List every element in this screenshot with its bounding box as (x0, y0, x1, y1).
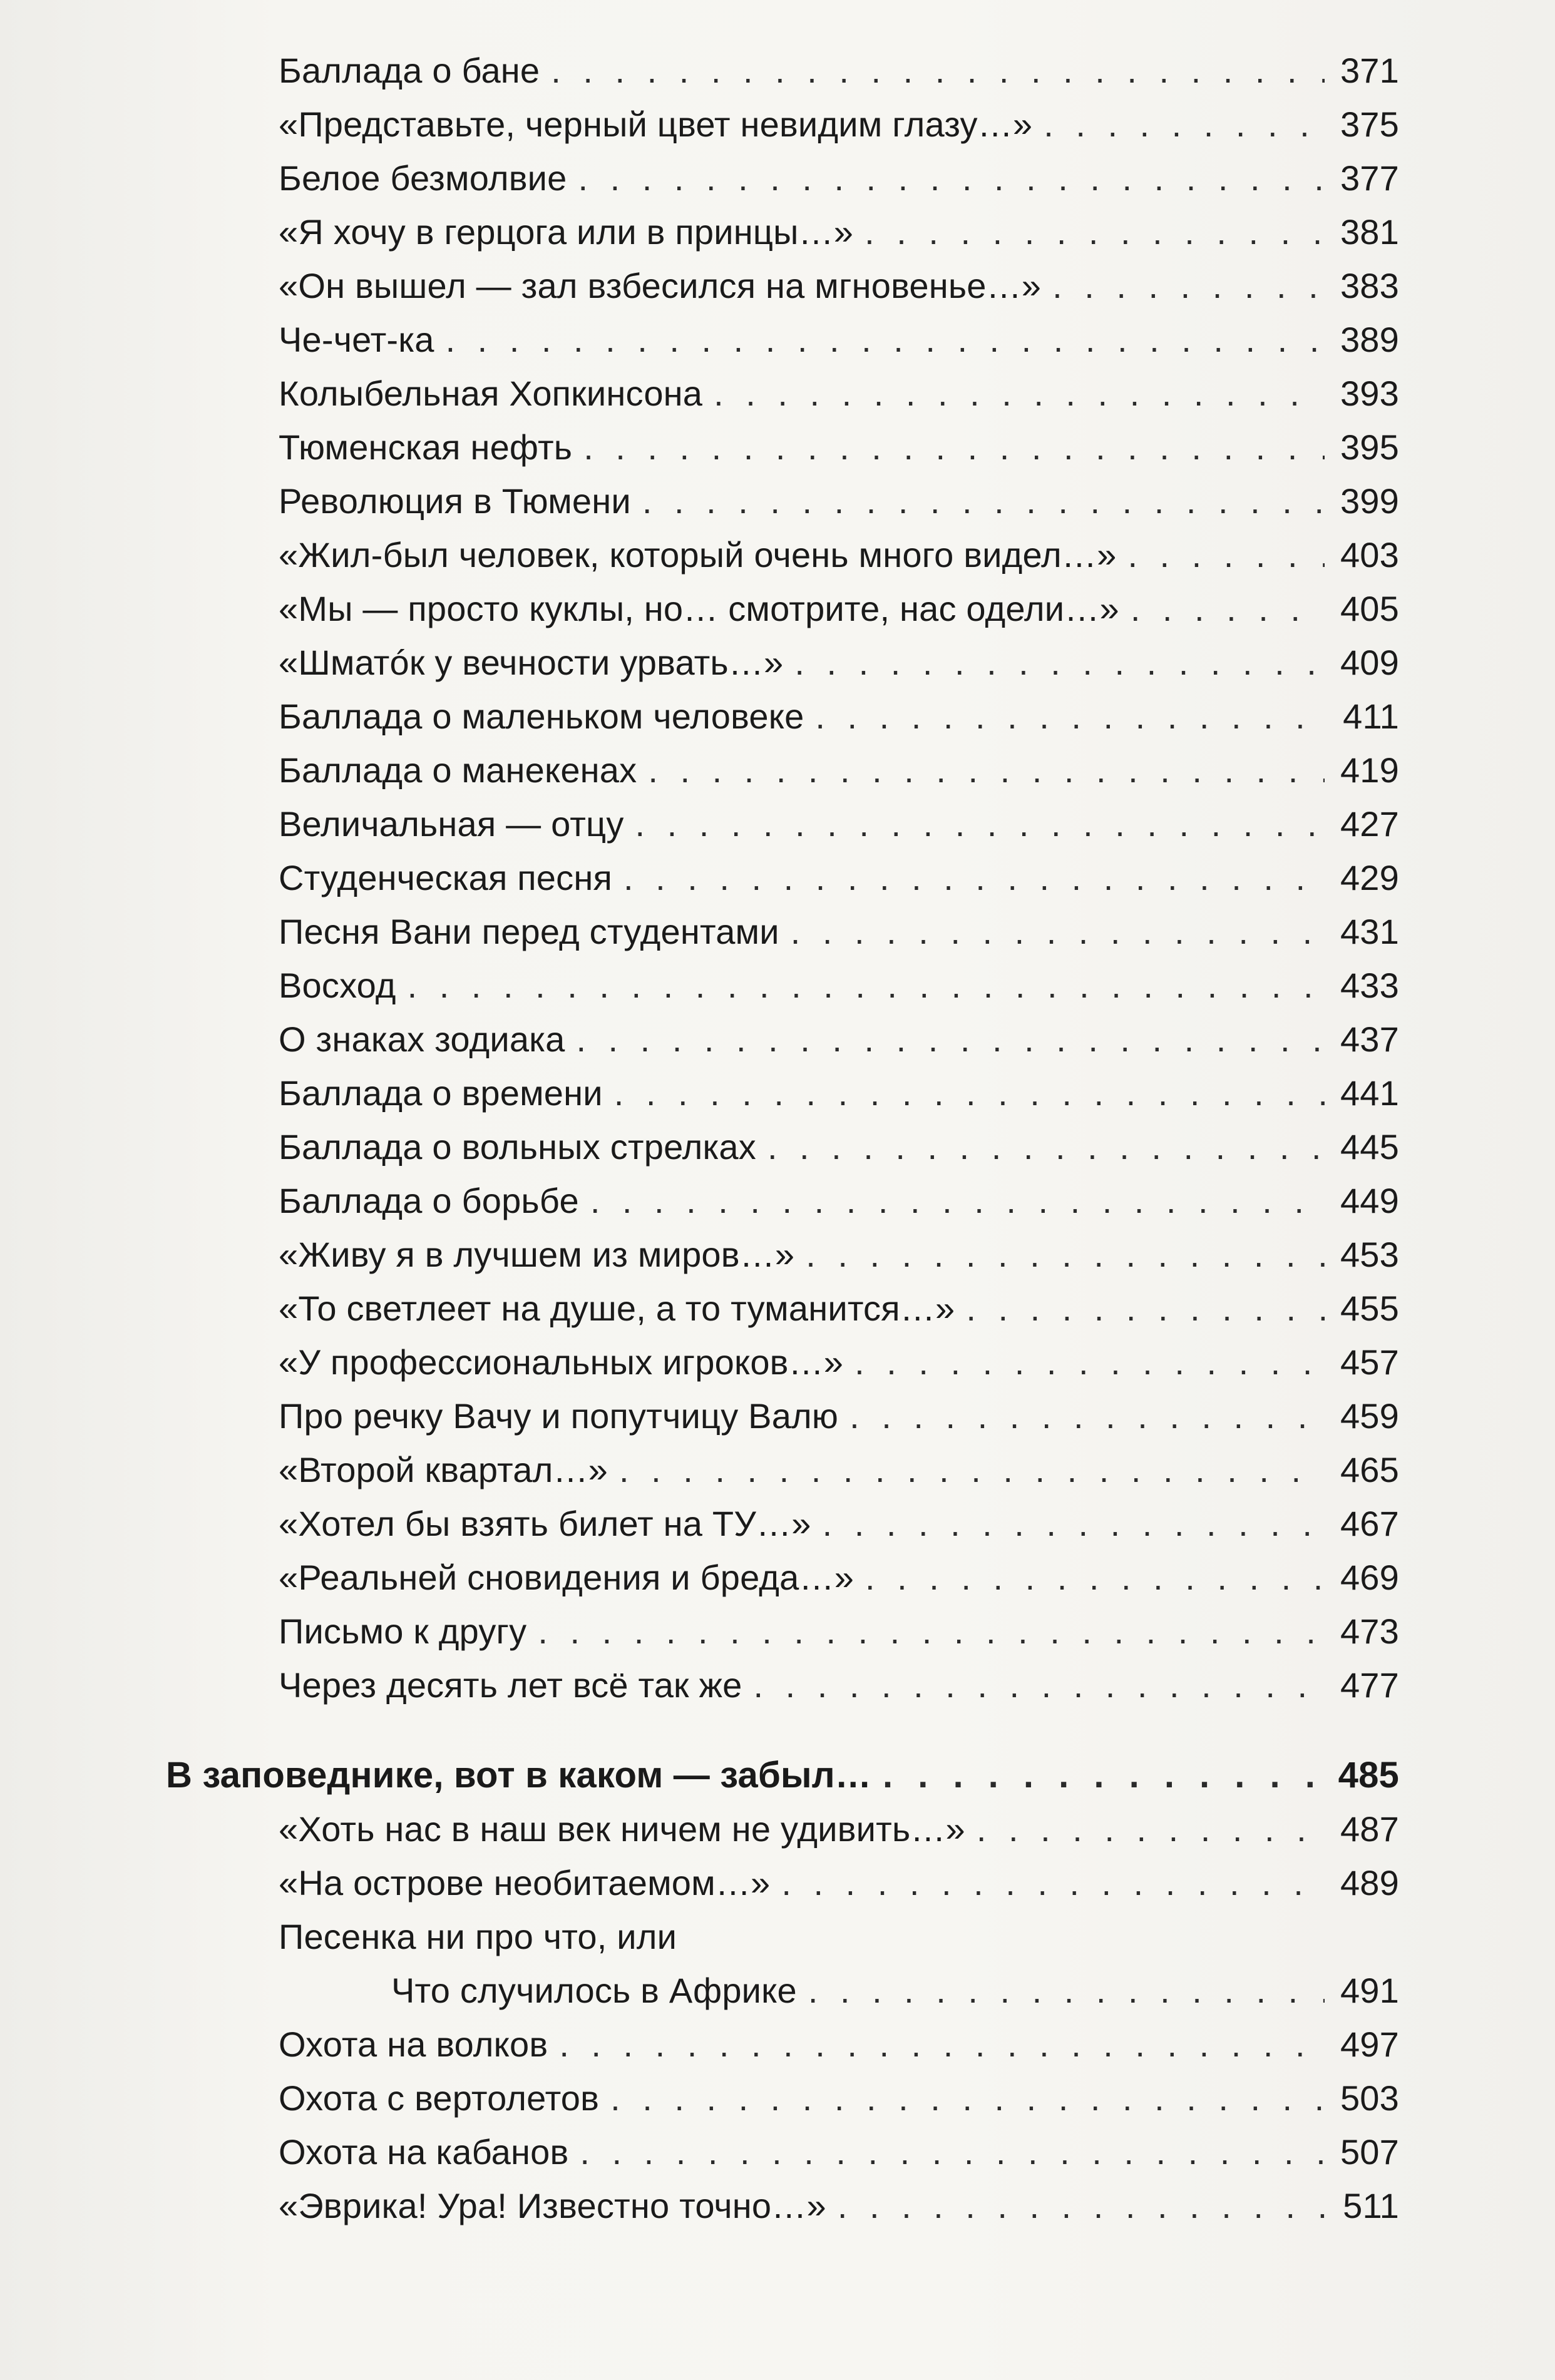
dot-leader (624, 851, 1325, 905)
toc-entry (279, 1443, 1399, 1497)
dot-leader (1052, 259, 1325, 313)
toc-entry (279, 1174, 1399, 1228)
entry-page: 395 (1340, 427, 1399, 467)
entry-page: 511 (1343, 2186, 1399, 2225)
toc-entry (279, 743, 1399, 797)
dot-leader (883, 1749, 1325, 1802)
toc-entry (279, 2125, 1399, 2179)
entry-title: Баллада о борьбе (279, 1181, 579, 1220)
dot-leader (865, 1551, 1325, 1605)
entry-page: 467 (1340, 1504, 1399, 1543)
toc-entry (279, 313, 1399, 367)
entry-page: 371 (1340, 51, 1399, 90)
entry-title: «У профессиональных игроков…» (279, 1342, 844, 1382)
dot-leader (781, 1856, 1325, 1910)
entry-title: Баллада о вольных стрелках (279, 1127, 756, 1167)
entry-title-line2: Что случилось в Африке (391, 1971, 797, 2010)
entry-title: Баллада о бане (279, 51, 540, 90)
entry-page: 503 (1340, 2078, 1399, 2118)
toc-entry (279, 2179, 1399, 2233)
entry-title: «Я хочу в герцога или в принцы…» (279, 212, 854, 252)
toc-entry (279, 1282, 1399, 1336)
entry-title: Охота на кабанов (279, 2132, 569, 2172)
dot-leader (966, 1282, 1325, 1336)
toc-entry (279, 474, 1399, 528)
entry-title: «На острове необитаемом…» (279, 1863, 771, 1902)
dot-leader (1131, 582, 1325, 636)
toc-entry (279, 367, 1399, 421)
dot-leader (823, 1497, 1325, 1551)
toc-entry (279, 1605, 1399, 1658)
dot-leader (408, 959, 1325, 1013)
toc-entry (279, 2071, 1399, 2125)
dot-leader (576, 1013, 1325, 1066)
dot-leader (791, 905, 1325, 959)
dot-leader (551, 44, 1325, 98)
entry-page: 457 (1340, 1342, 1399, 1382)
entry-page: 497 (1340, 2025, 1399, 2064)
toc-entry (279, 2018, 1399, 2071)
entry-page: 489 (1340, 1863, 1399, 1902)
entry-title: О знаках зодиака (279, 1019, 565, 1059)
entry-title: Баллада о манекенах (279, 750, 637, 790)
dot-leader (754, 1658, 1325, 1712)
dot-leader (614, 1066, 1325, 1120)
toc-entry (279, 690, 1399, 743)
entry-page: 473 (1340, 1611, 1399, 1651)
toc-entry (279, 797, 1399, 851)
entry-page: 465 (1340, 1450, 1399, 1489)
entry-title: Песня Вани перед студентами (279, 912, 779, 951)
entry-title: «Жил-был человек, который очень много видел…» (279, 535, 1117, 575)
entry-page: 409 (1340, 643, 1399, 682)
toc-entry-line (279, 1910, 1399, 1964)
entry-title: «Он вышел — зал взбесился на мгновенье…» (279, 266, 1042, 305)
entry-title: Студенческая песня (279, 858, 613, 897)
entry-title: Баллада о маленьком человеке (279, 697, 804, 736)
toc-entry (279, 1228, 1399, 1282)
toc-entry (279, 98, 1399, 151)
entry-title: Белое безмолвие (279, 158, 567, 198)
entry-title: «Второй квартал…» (279, 1450, 608, 1489)
entry-page: 377 (1340, 158, 1399, 198)
toc-entry (279, 905, 1399, 959)
entry-title: «Живу я в лучшем из миров…» (279, 1235, 795, 1274)
dot-leader (806, 1228, 1325, 1282)
dot-leader (854, 1336, 1325, 1389)
section-page: 485 (1338, 1755, 1399, 1795)
entry-title-line1: Песенка ни про что, или (279, 1917, 677, 1956)
toc-entry (279, 259, 1399, 313)
entry-title: Восход (279, 966, 396, 1005)
dot-leader (648, 743, 1325, 797)
toc-entry (279, 421, 1399, 474)
entry-page: 403 (1340, 535, 1399, 575)
entry-title: Через десять лет всё так же (279, 1665, 742, 1705)
toc-entry (279, 1336, 1399, 1389)
entry-title: «То светлеет на душе, а то туманится…» (279, 1289, 955, 1328)
dot-leader (559, 2018, 1325, 2071)
entry-page: 487 (1340, 1809, 1399, 1849)
entry-page: 477 (1340, 1665, 1399, 1705)
entry-page: 445 (1340, 1127, 1399, 1167)
toc-entry (279, 959, 1399, 1013)
entry-page: 375 (1340, 105, 1399, 144)
dot-leader (583, 421, 1325, 474)
entry-title: Колыбельная Хопкинсона (279, 374, 703, 413)
entry-title: «Хотел бы взять билет на ТУ…» (279, 1504, 811, 1543)
toc-entry (279, 1497, 1399, 1551)
entry-title: «Эврика! Ура! Известно точно…» (279, 2186, 826, 2225)
entry-page: 429 (1340, 858, 1399, 897)
entry-title: «Хоть нас в наш век ничем не удивить…» (279, 1809, 965, 1849)
dot-leader (642, 474, 1325, 528)
entry-page: 433 (1340, 966, 1399, 1005)
dot-leader (977, 1802, 1325, 1856)
section-entries (279, 1802, 1399, 2233)
entry-title: «Представьте, черный цвет невидим глазу…» (279, 105, 1033, 144)
dot-leader (619, 1443, 1325, 1497)
dot-leader (849, 1389, 1325, 1443)
dot-leader (1127, 528, 1325, 582)
dot-leader (1044, 98, 1325, 151)
dot-leader (446, 313, 1325, 367)
toc-entry (279, 1658, 1399, 1712)
toc-entry (279, 1802, 1399, 1856)
entry-title: Про речку Вачу и попутчицу Валю (279, 1396, 839, 1436)
toc-entry (279, 205, 1399, 259)
entry-page: 441 (1340, 1073, 1399, 1113)
dot-leader (635, 797, 1325, 851)
entry-page: 459 (1340, 1396, 1399, 1436)
entry-title: Охота с вертолетов (279, 2078, 600, 2118)
entry-title: «Шматóк у вечности урвать…» (279, 643, 784, 682)
toc-entry (279, 1856, 1399, 1910)
entry-page: 431 (1340, 912, 1399, 951)
entry-title: «Реальней сновидения и бреда…» (279, 1558, 854, 1597)
dot-leader (590, 1174, 1325, 1228)
toc-entry (279, 1013, 1399, 1066)
toc-entry (279, 636, 1399, 690)
entry-page: 383 (1340, 266, 1399, 305)
toc-entry (279, 1964, 1399, 2018)
entry-page: 507 (1340, 2132, 1399, 2172)
entry-title: Че-чет-ка (279, 320, 434, 359)
dot-leader (815, 690, 1325, 743)
dot-leader (838, 2179, 1325, 2233)
toc-entry (279, 1066, 1399, 1120)
entry-page: 419 (1340, 750, 1399, 790)
dot-leader (794, 636, 1325, 690)
dot-leader (865, 205, 1325, 259)
dot-leader (580, 2125, 1325, 2179)
entry-page: 427 (1340, 804, 1399, 844)
toc-entry (279, 528, 1399, 582)
toc-entry (279, 851, 1399, 905)
entry-title: «Мы — просто куклы, но… смотрите, нас одели…» (279, 589, 1119, 628)
dot-leader (578, 151, 1325, 205)
entry-page: 469 (1340, 1558, 1399, 1597)
entry-page: 399 (1340, 481, 1399, 521)
entry-title: Письмо к другу (279, 1611, 527, 1651)
entry-page: 389 (1340, 320, 1399, 359)
entry-page: 411 (1343, 697, 1399, 736)
entry-title: Охота на волков (279, 2025, 548, 2064)
dot-leader (767, 1120, 1325, 1174)
dot-leader (610, 2071, 1325, 2125)
entry-page: 491 (1340, 1971, 1399, 2010)
entry-page: 437 (1340, 1019, 1399, 1059)
section-heading (166, 1749, 1399, 1802)
entry-title: Величальная — отцу (279, 804, 624, 844)
dot-leader (714, 367, 1325, 421)
entry-page: 405 (1340, 589, 1399, 628)
toc-entry (279, 44, 1399, 98)
entry-page: 455 (1340, 1289, 1399, 1328)
dot-leader (538, 1605, 1325, 1658)
entry-title: Революция в Тюмени (279, 481, 631, 521)
toc-entry (279, 582, 1399, 636)
toc-entry (279, 1120, 1399, 1174)
toc-entry (279, 1551, 1399, 1605)
toc-entry (279, 151, 1399, 205)
toc-entry (279, 1389, 1399, 1443)
entry-page: 381 (1340, 212, 1399, 252)
table-of-contents (166, 44, 1399, 2233)
entry-title: Баллада о времени (279, 1073, 603, 1113)
dot-leader (808, 1964, 1325, 2018)
entry-page: 449 (1340, 1181, 1399, 1220)
section-title: В заповеднике, вот в каком — забыл… (166, 1755, 871, 1795)
entry-page: 453 (1340, 1235, 1399, 1274)
entry-title: Тюменская нефть (279, 427, 573, 467)
entry-page: 393 (1340, 374, 1399, 413)
